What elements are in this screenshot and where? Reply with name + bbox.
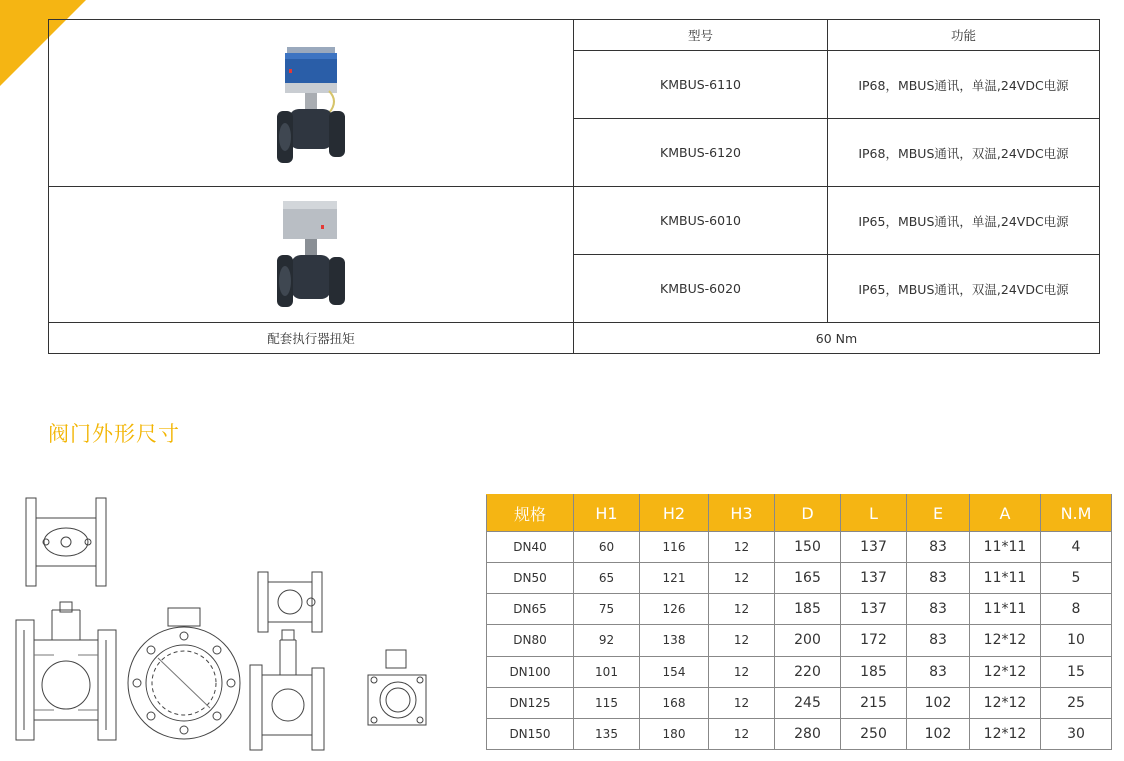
drawing-flange-view xyxy=(128,608,240,739)
cell-h3: 12 xyxy=(709,563,775,594)
header-model: 型号 xyxy=(574,20,828,51)
dimension-drawings xyxy=(8,490,428,755)
cell-h1: 115 xyxy=(574,687,640,718)
function-cell: IP65，MBUS通讯，双温,24VDC电源 xyxy=(828,255,1100,323)
cell-nm: 15 xyxy=(1041,656,1112,687)
cell-h2: 138 xyxy=(640,625,709,656)
cell-spec: DN150 xyxy=(487,718,574,749)
function-cell: IP68，MBUS通讯，双温,24VDC电源 xyxy=(828,119,1100,187)
table-row xyxy=(487,532,1112,563)
cell-e: 83 xyxy=(907,563,970,594)
cell-nm: 5 xyxy=(1041,563,1112,594)
cell-e: 102 xyxy=(907,718,970,749)
drawing-mounting-pad xyxy=(368,650,426,725)
model-cell: KMBUS-6010 xyxy=(574,187,828,255)
cell-nm: 4 xyxy=(1041,532,1112,563)
torque-label: 配套执行器扭矩 xyxy=(49,323,574,354)
cell-h2: 116 xyxy=(640,532,709,563)
cell-e: 83 xyxy=(907,625,970,656)
cell-d: 185 xyxy=(775,594,841,625)
header-e: E xyxy=(907,495,970,532)
cell-a: 11*11 xyxy=(970,594,1041,625)
cell-spec: DN100 xyxy=(487,656,574,687)
cell-a: 12*12 xyxy=(970,625,1041,656)
cell-d: 280 xyxy=(775,718,841,749)
cell-d: 200 xyxy=(775,625,841,656)
cell-l: 137 xyxy=(841,563,907,594)
cell-l: 250 xyxy=(841,718,907,749)
cell-spec: DN125 xyxy=(487,687,574,718)
dimension-table xyxy=(486,494,1112,750)
cell-h3: 12 xyxy=(709,656,775,687)
cell-l: 137 xyxy=(841,594,907,625)
cell-h2: 154 xyxy=(640,656,709,687)
cell-h1: 101 xyxy=(574,656,640,687)
header-d: D xyxy=(775,495,841,532)
cell-h2: 180 xyxy=(640,718,709,749)
cell-h3: 12 xyxy=(709,594,775,625)
cell-d: 165 xyxy=(775,563,841,594)
header-function: 功能 xyxy=(828,20,1100,51)
cell-e: 83 xyxy=(907,532,970,563)
cell-a: 12*12 xyxy=(970,718,1041,749)
cell-spec: DN65 xyxy=(487,594,574,625)
product-image-cell-2 xyxy=(49,187,574,323)
header-nm: N.M xyxy=(1041,495,1112,532)
table-row xyxy=(487,656,1112,687)
header-spec: 规格 xyxy=(487,495,574,532)
cell-l: 137 xyxy=(841,532,907,563)
table-row xyxy=(487,687,1112,718)
drawing-section-1 xyxy=(16,602,116,740)
cell-h1: 75 xyxy=(574,594,640,625)
header-a: A xyxy=(970,495,1041,532)
cell-l: 215 xyxy=(841,687,907,718)
cell-e: 102 xyxy=(907,687,970,718)
model-cell: KMBUS-6110 xyxy=(574,51,828,119)
cell-h2: 126 xyxy=(640,594,709,625)
cell-spec: DN50 xyxy=(487,563,574,594)
table-row xyxy=(487,625,1112,656)
cell-nm: 25 xyxy=(1041,687,1112,718)
cell-spec: DN80 xyxy=(487,625,574,656)
cell-nm: 30 xyxy=(1041,718,1112,749)
cell-h1: 135 xyxy=(574,718,640,749)
cell-h3: 12 xyxy=(709,687,775,718)
table-row xyxy=(487,594,1112,625)
blue-actuator-valve-image xyxy=(271,43,351,163)
header-l: L xyxy=(841,495,907,532)
model-cell: KMBUS-6020 xyxy=(574,255,828,323)
cell-h3: 12 xyxy=(709,532,775,563)
dimension-header-row xyxy=(487,495,1112,532)
cell-h2: 121 xyxy=(640,563,709,594)
header-h1: H1 xyxy=(574,495,640,532)
cell-a: 12*12 xyxy=(970,687,1041,718)
model-cell: KMBUS-6120 xyxy=(574,119,828,187)
product-image-cell-1 xyxy=(49,20,574,187)
cell-h1: 92 xyxy=(574,625,640,656)
header-h2: H2 xyxy=(640,495,709,532)
table-row xyxy=(487,718,1112,749)
cell-spec: DN40 xyxy=(487,532,574,563)
cell-a: 11*11 xyxy=(970,563,1041,594)
function-cell: IP65，MBUS通讯，单温,24VDC电源 xyxy=(828,187,1100,255)
header-h3: H3 xyxy=(709,495,775,532)
cell-e: 83 xyxy=(907,594,970,625)
cell-a: 12*12 xyxy=(970,656,1041,687)
cell-e: 83 xyxy=(907,656,970,687)
cell-a: 11*11 xyxy=(970,532,1041,563)
cell-h1: 65 xyxy=(574,563,640,594)
cell-nm: 8 xyxy=(1041,594,1112,625)
drawing-top-view-1 xyxy=(26,498,106,586)
product-table xyxy=(48,19,1100,354)
drawing-section-2 xyxy=(250,630,324,750)
cell-h3: 12 xyxy=(709,625,775,656)
cell-d: 150 xyxy=(775,532,841,563)
cell-d: 220 xyxy=(775,656,841,687)
cell-h2: 168 xyxy=(640,687,709,718)
cell-d: 245 xyxy=(775,687,841,718)
table-row xyxy=(487,563,1112,594)
cell-h1: 60 xyxy=(574,532,640,563)
function-cell: IP68，MBUS通讯，单温,24VDC电源 xyxy=(828,51,1100,119)
cell-l: 185 xyxy=(841,656,907,687)
grey-actuator-valve-image xyxy=(271,197,351,312)
cell-l: 172 xyxy=(841,625,907,656)
drawing-top-view-2 xyxy=(258,572,322,632)
cell-nm: 10 xyxy=(1041,625,1112,656)
torque-value: 60 Nm xyxy=(574,323,1100,354)
cell-h3: 12 xyxy=(709,718,775,749)
section-title: 阀门外形尺寸 xyxy=(48,422,180,446)
